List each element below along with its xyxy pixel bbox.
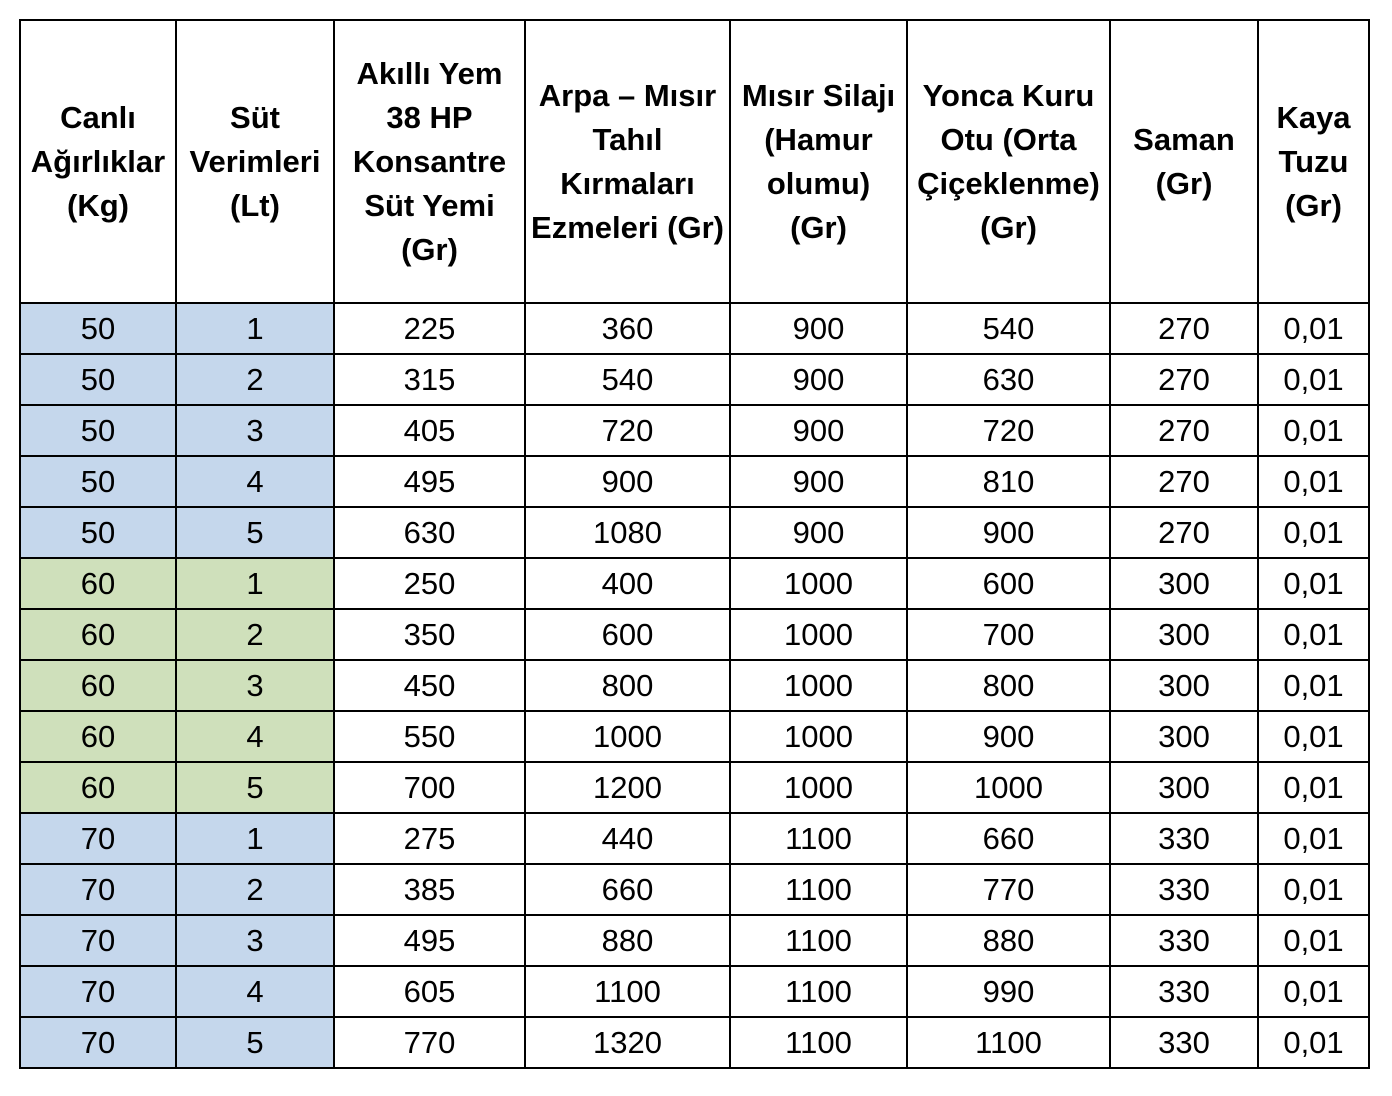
cell-live-weight: 50 bbox=[20, 354, 176, 405]
cell-alfalfa-hay: 990 bbox=[907, 966, 1110, 1017]
cell-rock-salt: 0,01 bbox=[1258, 456, 1369, 507]
cell-straw: 270 bbox=[1110, 303, 1258, 354]
cell-rock-salt: 0,01 bbox=[1258, 915, 1369, 966]
cell-concentrate-feed: 350 bbox=[334, 609, 525, 660]
cell-straw: 300 bbox=[1110, 609, 1258, 660]
cell-barley-corn-grain: 720 bbox=[525, 405, 730, 456]
cell-straw: 300 bbox=[1110, 762, 1258, 813]
cell-milk-yield: 2 bbox=[176, 609, 334, 660]
cell-straw: 300 bbox=[1110, 558, 1258, 609]
cell-barley-corn-grain: 440 bbox=[525, 813, 730, 864]
header-alfalfa-hay: Yonca Kuru Otu (Orta Çiçeklenme) (Gr) bbox=[907, 20, 1110, 303]
cell-corn-silage: 1000 bbox=[730, 762, 907, 813]
cell-rock-salt: 0,01 bbox=[1258, 354, 1369, 405]
cell-live-weight: 60 bbox=[20, 558, 176, 609]
cell-live-weight: 50 bbox=[20, 405, 176, 456]
cell-concentrate-feed: 700 bbox=[334, 762, 525, 813]
cell-alfalfa-hay: 800 bbox=[907, 660, 1110, 711]
cell-barley-corn-grain: 1000 bbox=[525, 711, 730, 762]
table-row bbox=[20, 507, 1369, 558]
cell-barley-corn-grain: 540 bbox=[525, 354, 730, 405]
cell-straw: 270 bbox=[1110, 354, 1258, 405]
cell-barley-corn-grain: 360 bbox=[525, 303, 730, 354]
header-rock-salt: Kaya Tuzu (Gr) bbox=[1258, 20, 1369, 303]
cell-milk-yield: 5 bbox=[176, 507, 334, 558]
cell-live-weight: 50 bbox=[20, 303, 176, 354]
header-straw: Saman (Gr) bbox=[1110, 20, 1258, 303]
cell-rock-salt: 0,01 bbox=[1258, 405, 1369, 456]
table-row bbox=[20, 354, 1369, 405]
cell-corn-silage: 900 bbox=[730, 456, 907, 507]
cell-milk-yield: 2 bbox=[176, 354, 334, 405]
cell-straw: 330 bbox=[1110, 1017, 1258, 1068]
header-concentrate-feed: Akıllı Yem 38 HP Konsantre Süt Yemi (Gr) bbox=[334, 20, 525, 303]
cell-alfalfa-hay: 700 bbox=[907, 609, 1110, 660]
cell-alfalfa-hay: 810 bbox=[907, 456, 1110, 507]
cell-corn-silage: 1100 bbox=[730, 915, 907, 966]
cell-rock-salt: 0,01 bbox=[1258, 813, 1369, 864]
cell-corn-silage: 1100 bbox=[730, 813, 907, 864]
cell-alfalfa-hay: 900 bbox=[907, 711, 1110, 762]
cell-concentrate-feed: 605 bbox=[334, 966, 525, 1017]
table-row bbox=[20, 915, 1369, 966]
cell-corn-silage: 900 bbox=[730, 354, 907, 405]
cell-rock-salt: 0,01 bbox=[1258, 609, 1369, 660]
cell-corn-silage: 1000 bbox=[730, 558, 907, 609]
cell-barley-corn-grain: 800 bbox=[525, 660, 730, 711]
cell-milk-yield: 5 bbox=[176, 762, 334, 813]
cell-corn-silage: 1000 bbox=[730, 609, 907, 660]
cell-alfalfa-hay: 1000 bbox=[907, 762, 1110, 813]
cell-straw: 300 bbox=[1110, 711, 1258, 762]
cell-corn-silage: 900 bbox=[730, 303, 907, 354]
table-row bbox=[20, 1017, 1369, 1068]
cell-barley-corn-grain: 1200 bbox=[525, 762, 730, 813]
cell-concentrate-feed: 770 bbox=[334, 1017, 525, 1068]
cell-rock-salt: 0,01 bbox=[1258, 660, 1369, 711]
cell-concentrate-feed: 405 bbox=[334, 405, 525, 456]
cell-barley-corn-grain: 880 bbox=[525, 915, 730, 966]
cell-live-weight: 70 bbox=[20, 915, 176, 966]
cell-milk-yield: 3 bbox=[176, 915, 334, 966]
cell-straw: 330 bbox=[1110, 915, 1258, 966]
cell-milk-yield: 3 bbox=[176, 405, 334, 456]
header-barley-corn-grain: Arpa – Mısır Tahıl Kırmaları Ezmeleri (Gr) bbox=[525, 20, 730, 303]
table-row bbox=[20, 405, 1369, 456]
table-row bbox=[20, 864, 1369, 915]
header-milk-yield: Süt Verimleri (Lt) bbox=[176, 20, 334, 303]
table-row bbox=[20, 558, 1369, 609]
cell-rock-salt: 0,01 bbox=[1258, 711, 1369, 762]
cell-rock-salt: 0,01 bbox=[1258, 966, 1369, 1017]
cell-milk-yield: 3 bbox=[176, 660, 334, 711]
table-body bbox=[20, 303, 1369, 1068]
cell-rock-salt: 0,01 bbox=[1258, 762, 1369, 813]
cell-concentrate-feed: 495 bbox=[334, 915, 525, 966]
cell-concentrate-feed: 630 bbox=[334, 507, 525, 558]
cell-corn-silage: 1100 bbox=[730, 966, 907, 1017]
cell-straw: 270 bbox=[1110, 405, 1258, 456]
cell-corn-silage: 1000 bbox=[730, 660, 907, 711]
cell-concentrate-feed: 450 bbox=[334, 660, 525, 711]
header-live-weight: Canlı Ağırlıklar (Kg) bbox=[20, 20, 176, 303]
cell-milk-yield: 1 bbox=[176, 303, 334, 354]
cell-barley-corn-grain: 400 bbox=[525, 558, 730, 609]
cell-barley-corn-grain: 900 bbox=[525, 456, 730, 507]
table-row bbox=[20, 813, 1369, 864]
cell-milk-yield: 4 bbox=[176, 966, 334, 1017]
cell-concentrate-feed: 385 bbox=[334, 864, 525, 915]
cell-alfalfa-hay: 600 bbox=[907, 558, 1110, 609]
cell-milk-yield: 4 bbox=[176, 456, 334, 507]
cell-rock-salt: 0,01 bbox=[1258, 507, 1369, 558]
cell-barley-corn-grain: 1100 bbox=[525, 966, 730, 1017]
cell-live-weight: 70 bbox=[20, 966, 176, 1017]
cell-concentrate-feed: 315 bbox=[334, 354, 525, 405]
cell-straw: 270 bbox=[1110, 507, 1258, 558]
cell-milk-yield: 1 bbox=[176, 813, 334, 864]
cell-alfalfa-hay: 1100 bbox=[907, 1017, 1110, 1068]
header-corn-silage: Mısır Silajı (Hamur olumu) (Gr) bbox=[730, 20, 907, 303]
cell-milk-yield: 2 bbox=[176, 864, 334, 915]
cell-live-weight: 60 bbox=[20, 711, 176, 762]
table-row bbox=[20, 303, 1369, 354]
cell-straw: 330 bbox=[1110, 966, 1258, 1017]
cell-live-weight: 70 bbox=[20, 1017, 176, 1068]
cell-barley-corn-grain: 600 bbox=[525, 609, 730, 660]
cell-concentrate-feed: 495 bbox=[334, 456, 525, 507]
cell-live-weight: 50 bbox=[20, 456, 176, 507]
cell-alfalfa-hay: 540 bbox=[907, 303, 1110, 354]
cell-straw: 270 bbox=[1110, 456, 1258, 507]
cell-alfalfa-hay: 880 bbox=[907, 915, 1110, 966]
cell-milk-yield: 5 bbox=[176, 1017, 334, 1068]
cell-corn-silage: 1000 bbox=[730, 711, 907, 762]
cell-concentrate-feed: 225 bbox=[334, 303, 525, 354]
cell-live-weight: 60 bbox=[20, 609, 176, 660]
cell-milk-yield: 1 bbox=[176, 558, 334, 609]
cell-barley-corn-grain: 660 bbox=[525, 864, 730, 915]
cell-corn-silage: 900 bbox=[730, 507, 907, 558]
cell-live-weight: 50 bbox=[20, 507, 176, 558]
header-row bbox=[20, 20, 1369, 303]
cell-rock-salt: 0,01 bbox=[1258, 864, 1369, 915]
cell-corn-silage: 1100 bbox=[730, 1017, 907, 1068]
cell-live-weight: 60 bbox=[20, 660, 176, 711]
cell-concentrate-feed: 275 bbox=[334, 813, 525, 864]
cell-straw: 330 bbox=[1110, 813, 1258, 864]
cell-rock-salt: 0,01 bbox=[1258, 558, 1369, 609]
cell-barley-corn-grain: 1320 bbox=[525, 1017, 730, 1068]
cell-rock-salt: 0,01 bbox=[1258, 1017, 1369, 1068]
cell-alfalfa-hay: 630 bbox=[907, 354, 1110, 405]
cell-live-weight: 70 bbox=[20, 813, 176, 864]
cell-straw: 300 bbox=[1110, 660, 1258, 711]
table-row bbox=[20, 456, 1369, 507]
table-row bbox=[20, 660, 1369, 711]
cell-corn-silage: 1100 bbox=[730, 864, 907, 915]
cell-alfalfa-hay: 660 bbox=[907, 813, 1110, 864]
table-row bbox=[20, 966, 1369, 1017]
cell-alfalfa-hay: 770 bbox=[907, 864, 1110, 915]
cell-straw: 330 bbox=[1110, 864, 1258, 915]
cell-concentrate-feed: 550 bbox=[334, 711, 525, 762]
cell-corn-silage: 900 bbox=[730, 405, 907, 456]
feed-ration-table bbox=[19, 19, 1370, 1069]
table-row bbox=[20, 711, 1369, 762]
table-row bbox=[20, 762, 1369, 813]
cell-barley-corn-grain: 1080 bbox=[525, 507, 730, 558]
cell-alfalfa-hay: 900 bbox=[907, 507, 1110, 558]
cell-concentrate-feed: 250 bbox=[334, 558, 525, 609]
table-row bbox=[20, 609, 1369, 660]
cell-live-weight: 60 bbox=[20, 762, 176, 813]
cell-rock-salt: 0,01 bbox=[1258, 303, 1369, 354]
cell-live-weight: 70 bbox=[20, 864, 176, 915]
cell-milk-yield: 4 bbox=[176, 711, 334, 762]
cell-alfalfa-hay: 720 bbox=[907, 405, 1110, 456]
